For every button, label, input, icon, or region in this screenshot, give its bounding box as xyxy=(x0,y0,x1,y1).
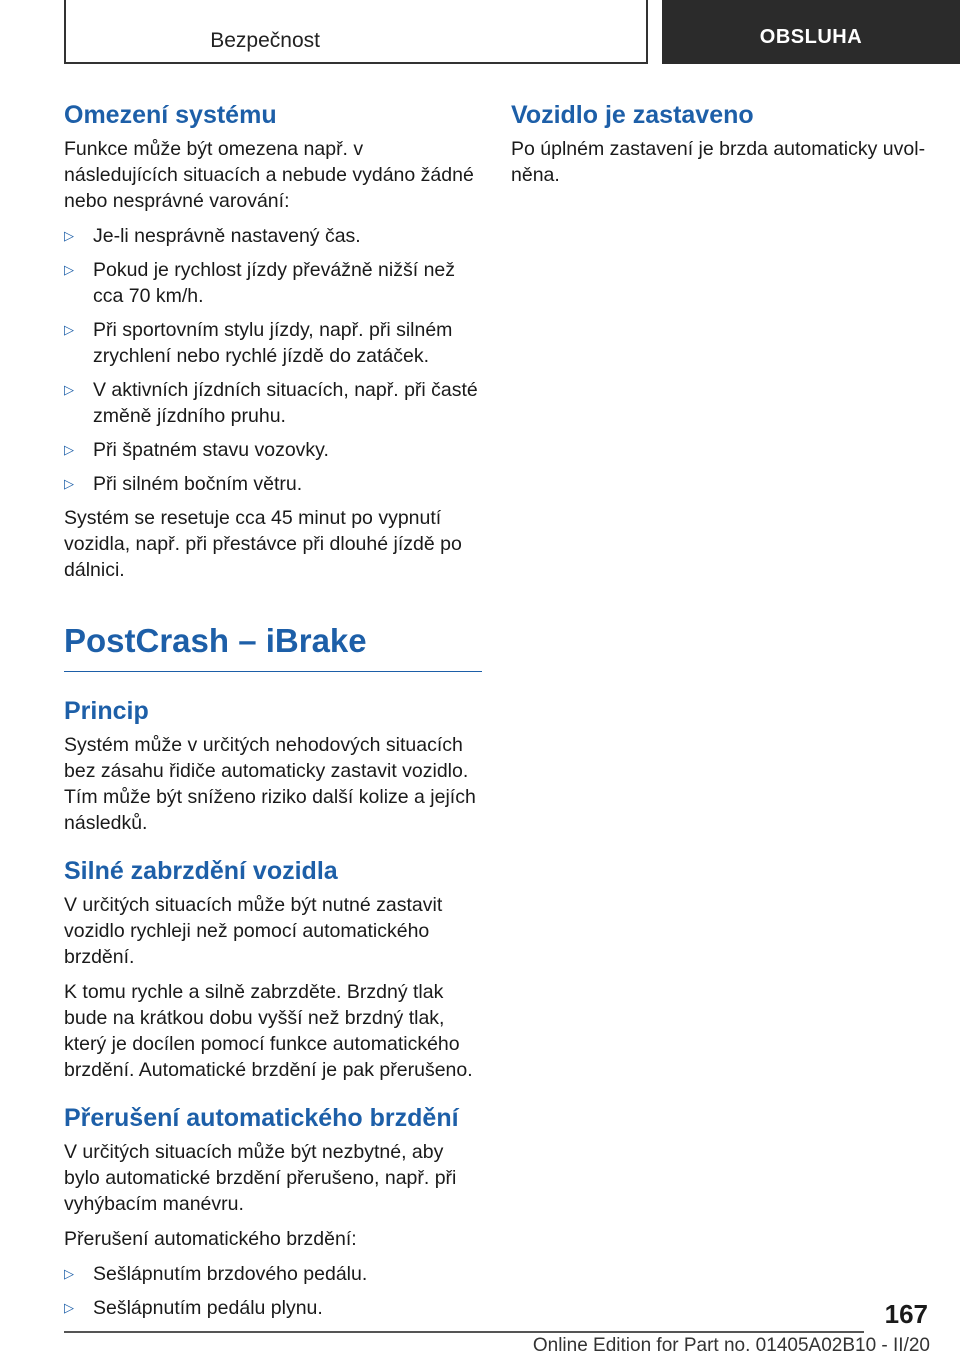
triangle-bullet-icon: ▷ xyxy=(64,382,74,397)
header-section-box xyxy=(64,0,648,64)
triangle-bullet-icon: ▷ xyxy=(64,262,74,277)
triangle-bullet-icon: ▷ xyxy=(64,1299,74,1315)
list-item: ▷ Pokud je rychlost jízdy převážně nižší než cca 70 km/h. xyxy=(64,259,456,307)
triangle-bullet-icon: ▷ xyxy=(64,476,74,491)
list-item: ▷ V aktivních jízdních situacích, např. při časté změně jízdního pruhu. xyxy=(64,379,478,427)
omezeni-list xyxy=(64,223,482,497)
triangle-bullet-icon: ▷ xyxy=(64,228,74,243)
footer-edition: Online Edition for Part no. 01405A02B10 - II/20 xyxy=(532,1335,930,1356)
list-item: ▷ Sešlápnutím brzdového pedálu. xyxy=(64,1262,368,1285)
heading-princip: Princip xyxy=(64,696,149,725)
heading-omezeni: Omezení systému xyxy=(64,101,277,129)
list-item: ▷ Při sportovním stylu jízdy, např. při silném zrychlení nebo rychlé jízdě do zatáček. xyxy=(64,319,453,367)
silne-text-1: V určitých situacích může být nutné zastavit vozidlo rychleji než pomocí automatického brzdění. xyxy=(64,893,443,968)
heading-silne-zabrzdeni: Silné zabrzdění vozidla xyxy=(64,856,338,885)
omezeni-intro: Funkce může být omezena např. v následujících situacích a nebude vydáno žádné nebo nesprávné varování: xyxy=(64,138,474,212)
preruseni-text-2: Přerušení automatického brzdění: xyxy=(64,1227,357,1250)
triangle-bullet-icon: ▷ xyxy=(64,1265,74,1281)
list-item: ▷ Při špatném stavu vozovky. xyxy=(64,439,329,461)
right-column xyxy=(511,100,929,197)
omezeni-outro: Systém se resetuje cca 45 minut po vypnutí vozidla, např. při přestávce při dlouhé jízdě po dálnici. xyxy=(64,507,462,581)
heading-postcrash: PostCrash – iBrake xyxy=(64,621,482,672)
heading-preruseni: Přerušení automatického brzdění xyxy=(64,1103,459,1132)
princip-text: Systém může v určitých nehodových situacích bez zásahu řidiče automaticky zastavit vozidlo. Tím může být sníženo riziko další kolize a jejích následků. xyxy=(64,733,476,834)
preruseni-text-1: V určitých situacích může být nezbytné, aby bylo automatické brzdění přerušeno, např. při vyhýbacím manévru. xyxy=(64,1140,457,1215)
list-item: ▷ Při silném bočním větru. xyxy=(64,473,303,495)
footer-divider xyxy=(64,1331,864,1333)
header-chapter-tab: OBSLUHA xyxy=(662,0,960,64)
left-column xyxy=(64,100,482,1329)
silne-text-2: K tomu rychle a silně zabrzděte. Brzdný tlak bude na krátkou dobu vyšší než brzdný tlak, který je docílen pomocí funkce automatického brzdění. Automatické brzdění je pak přerušeno. xyxy=(64,980,473,1081)
preruseni-list xyxy=(64,1261,482,1321)
list-item: ▷ Je-li nesprávně nastavený čas. xyxy=(64,225,361,247)
heading-vozidlo-zastaveno: Vozidlo je zastaveno xyxy=(511,101,754,129)
list-item: ▷ Sešlápnutím pedálu plynu. xyxy=(64,1296,323,1319)
triangle-bullet-icon: ▷ xyxy=(64,322,74,337)
triangle-bullet-icon: ▷ xyxy=(64,442,74,457)
zastaveno-text: Po úplném zastavení je brzda automaticky uvolněna. xyxy=(511,138,926,186)
page-number: 167 xyxy=(884,1299,928,1329)
header-section-title: Bezpečnost xyxy=(210,29,320,52)
